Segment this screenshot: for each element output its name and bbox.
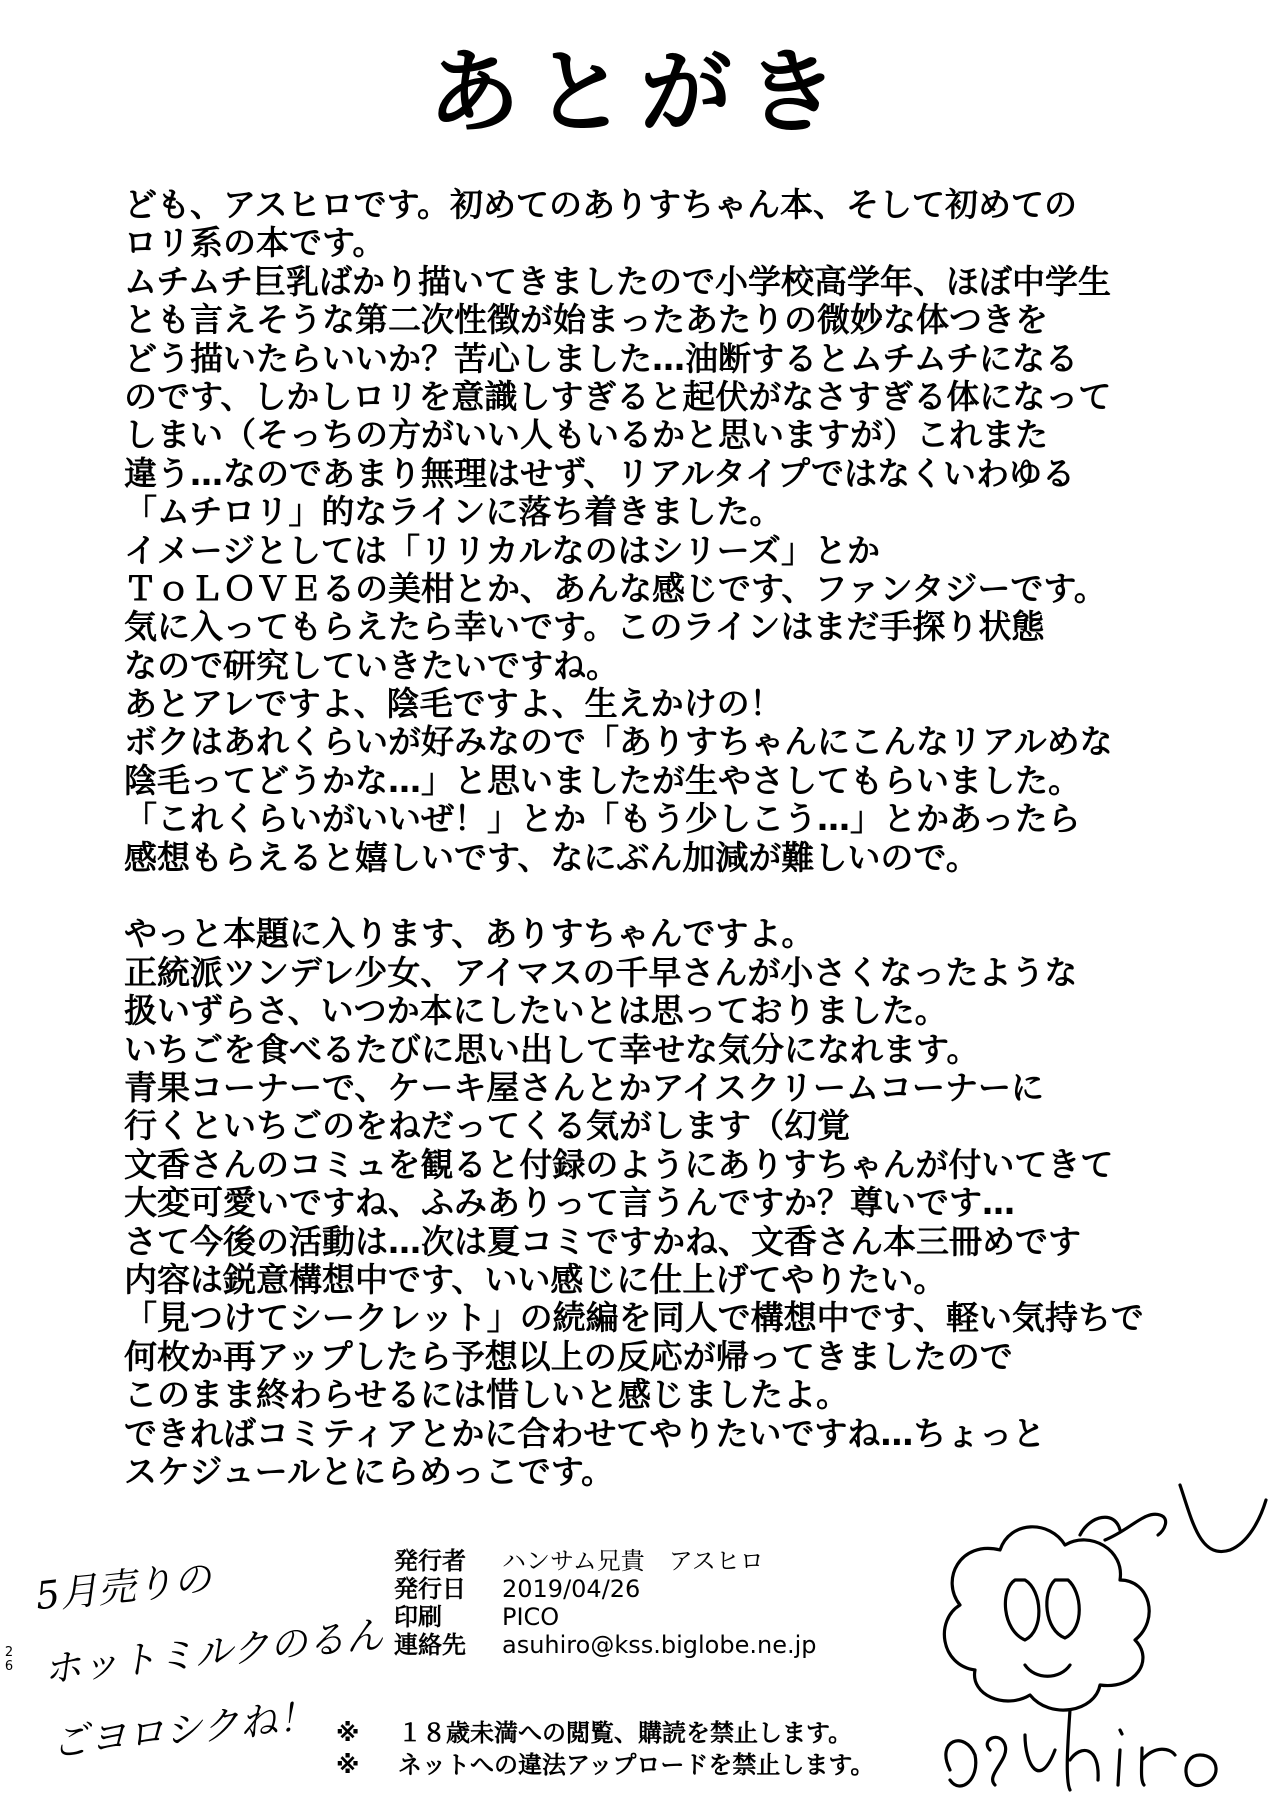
printer-label: 印刷: [394, 1603, 442, 1631]
colophon-publisher-row: [394, 1547, 816, 1575]
signature-flourish: [1180, 1485, 1266, 1552]
colophon-printer-row: [394, 1603, 816, 1631]
legal-notices: [336, 1717, 874, 1781]
body-line: 「ムチロリ」的なラインに落ち着きました。: [124, 492, 783, 532]
contact-label: 連絡先: [394, 1631, 466, 1659]
colophon-date-row: [394, 1575, 816, 1603]
body-line: ボクはあれくらいが好みなので「ありすちゃんにこんなリアルめな: [124, 722, 1113, 762]
body-line: 正統派ツンデレ少女、アイマスの千早さんが小さくなったような: [124, 952, 1078, 992]
date-label: 発行日: [394, 1575, 466, 1603]
body-line: 感想もらえると嬉しいです、なにぶん加減が難しいので。: [124, 837, 979, 877]
body-line: 文香さんのコミュを観ると付録のようにありすちゃんが付いてきて: [124, 1144, 1114, 1184]
signature-scribble-d: [1067, 1710, 1098, 1790]
signature-scribble-e: [1118, 1730, 1122, 1785]
body-line: 気に入ってもらえたら幸いです。このラインはまだ手探り状態: [124, 607, 1045, 647]
notice-mark: ※: [336, 1719, 360, 1747]
body-line: 「見つけてシークレット」の続編を同人で構想中です、軽い気持ちで: [124, 1298, 1144, 1338]
body-line: 行くといちごのをねだってくる気がします（幻覚: [124, 1106, 850, 1146]
body-line: ロリ系の本です。: [124, 223, 386, 263]
body-line: どう描いたらいいか？苦心しました…油断するとムチムチになる: [124, 338, 1079, 378]
body-line: なので研究していきたいですね。: [124, 645, 619, 685]
printer-value: PICO: [502, 1603, 560, 1631]
page-number: 2 6: [4, 1645, 14, 1674]
handwritten-line: 5月売りの: [33, 1556, 214, 1619]
body-line: のです、しかしロリを意識しすぎると起伏がなさすぎる体になって: [124, 376, 1112, 416]
body-line: やっと本題に入ります、ありすちゃんですよ。: [124, 914, 815, 954]
body-line: ＴｏＬＯＶＥるの美柑とか、あんな感じです、ファンタジーです。: [124, 568, 1107, 608]
publisher-label: 発行者: [394, 1547, 466, 1575]
signature-scribble-a: [946, 1741, 976, 1786]
colophon-contact-row: [394, 1631, 816, 1659]
date-value: 2019/04/26: [502, 1575, 641, 1603]
body-line: ムチムチ巨乳ばかり描いてきましたので小学校高学年、ほぼ中学生: [124, 261, 1112, 301]
signature-scribble-c: [1025, 1735, 1055, 1771]
signature-eye-right: [1047, 1580, 1079, 1638]
body-line: できればコミティアとかに合わせてやりたいですね…ちょっと: [124, 1413, 1046, 1453]
body-line: とも言えそうな第二次性徴が始まったあたりの微妙な体つきを: [124, 300, 1048, 340]
body-line: このまま終わらせるには惜しいと感じましたよ。: [124, 1375, 850, 1415]
signature-scribble-b: [987, 1737, 1005, 1785]
body-line: 大変可愛いですね、ふみありって言うんですか？尊いです…: [124, 1183, 1015, 1223]
publisher-value: ハンサム兄貴 アスヒロ: [502, 1547, 764, 1575]
body-line: 内容は鋭意構想中です、いい感じに仕上げてやりたい。: [124, 1259, 947, 1299]
notice-age-restriction: １８歳未満への閲覧、購読を禁止します。: [398, 1719, 853, 1747]
body-line: 青果コーナーで、ケーキ屋さんとかアイスクリームコーナーに: [124, 1067, 1045, 1107]
signature-eye-left: [1005, 1580, 1039, 1640]
signature-ear: [1080, 1517, 1120, 1535]
body-line: いちごを食べるたびに思い出して幸せな気分になれます。: [124, 1029, 980, 1069]
page-title: あとがき: [427, 39, 852, 146]
body-line: さて今後の活動は…次は夏コミですかね、文香さん本三冊めです: [124, 1221, 1081, 1261]
paragraph-gap: [124, 877, 1214, 915]
colophon: [394, 1547, 816, 1659]
body-line: あとアレですよ、陰毛ですよ、生えかけの！: [124, 684, 783, 724]
body-line: ども、アスヒロです。初めてのありすちゃん本、そして初めての: [124, 185, 1078, 224]
body-line: 違う…なのであまり無理はせず、リアルタイプではなくいわゆる: [124, 453, 1076, 493]
handwritten-note: [32, 1522, 416, 1808]
body-line: イメージとしては「リリカルなのはシリーズ」とか: [124, 530, 881, 570]
signature-scribble-f: [1142, 1748, 1176, 1785]
body-line: スケジュールとにらめっこです。: [124, 1451, 615, 1491]
body-line: しまい（そっちの方がいい人もいるかと思いますが）これまた: [124, 415, 1048, 455]
signature-squiggle: [1105, 1514, 1166, 1540]
handwritten-line: ホットミルクのるん: [41, 1612, 386, 1692]
notice-no-upload: ネットへの違法アップロードを禁止します。: [398, 1751, 875, 1779]
body-line: 何枚か再アップしたら予想以上の反応が帰ってきましたので: [124, 1336, 1013, 1376]
signature-scribble-g: [1186, 1755, 1216, 1785]
handwritten-line: ごヨロシクね！: [48, 1693, 318, 1766]
signature-mouth: [1025, 1665, 1070, 1676]
contact-value: asuhiro@kss.biglobe.ne.jp: [502, 1631, 817, 1659]
author-signature: [930, 1480, 1270, 1800]
notice-row: [336, 1749, 874, 1781]
body-line: 陰毛ってどうかな…」と思いましたが生やさしてもらいました。: [124, 760, 1081, 800]
notice-mark: ※: [336, 1751, 360, 1779]
signature-face-outline: [944, 1527, 1149, 1710]
body-line: 扱いずらさ、いつか本にしたいとは思っておりました。: [124, 991, 948, 1031]
afterword-body: [124, 186, 1214, 1491]
notice-row: [336, 1717, 874, 1749]
signature-drawing: [930, 1480, 1270, 1800]
body-line: 「これくらいがいいぜ！」とか「もう少しこう…」とかあったら: [124, 799, 1081, 839]
